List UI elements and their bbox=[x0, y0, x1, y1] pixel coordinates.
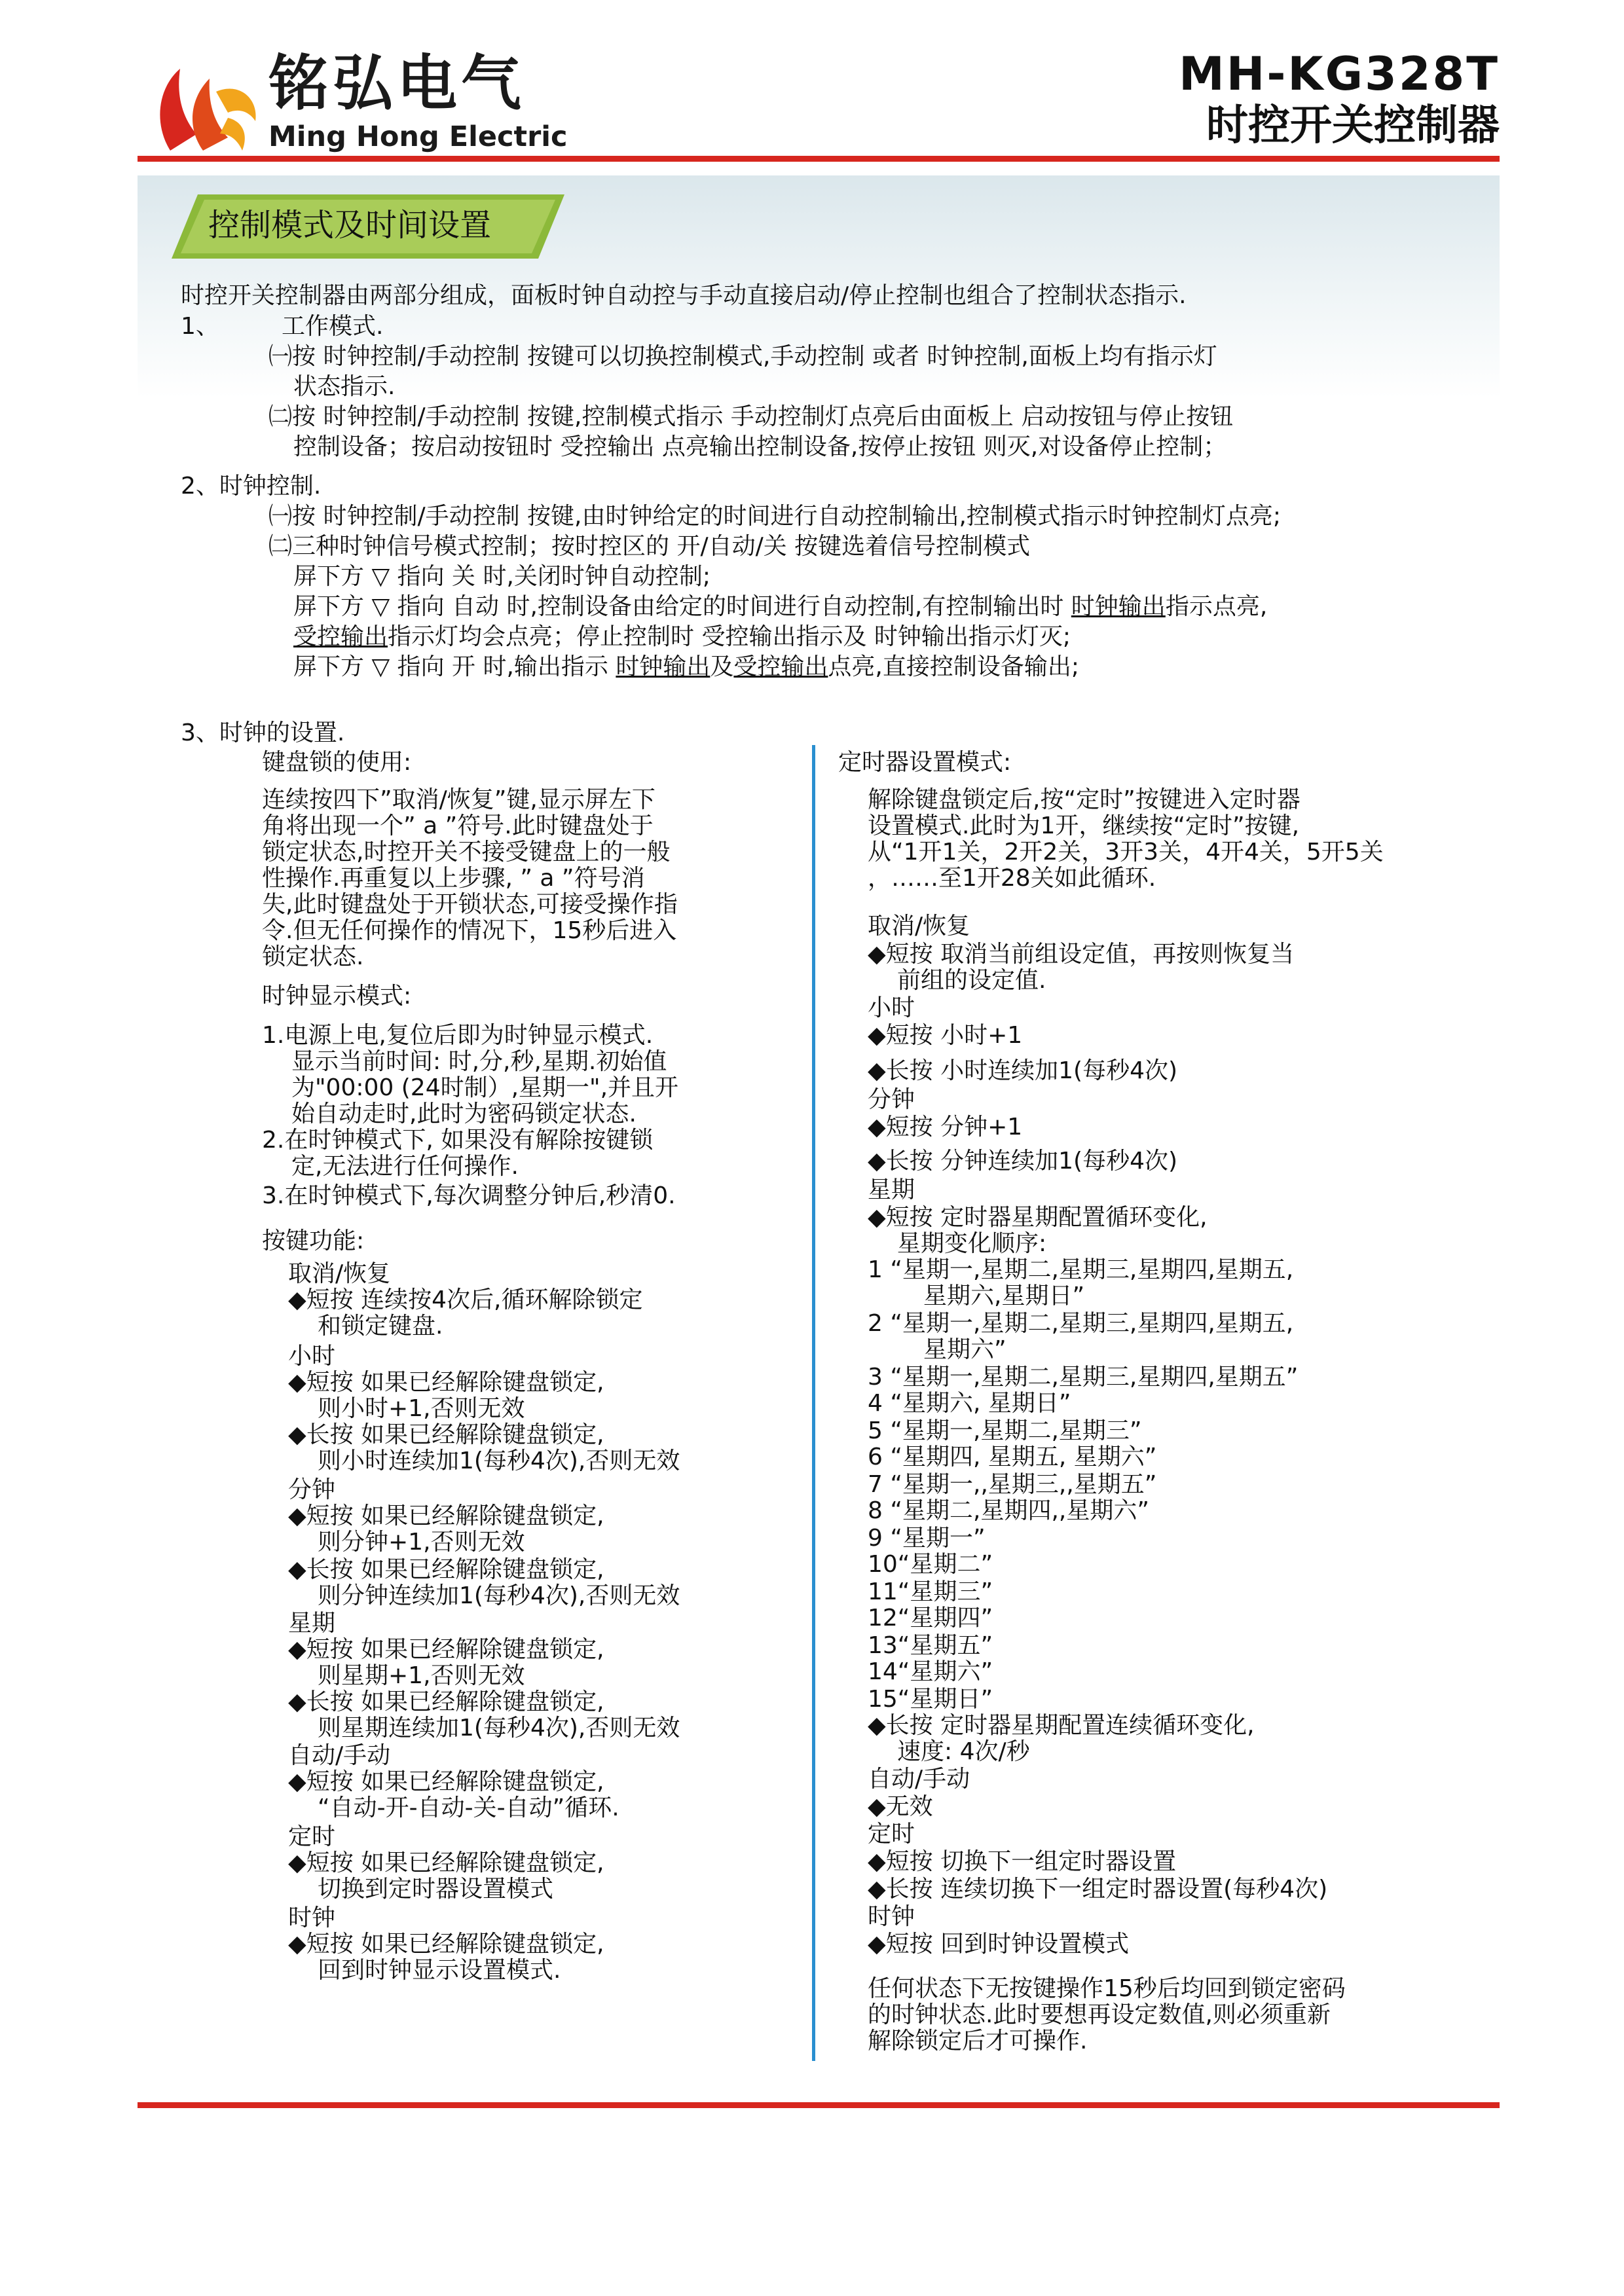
right-line: 分钟 bbox=[868, 1086, 915, 1113]
left-line: 锁定状态. bbox=[262, 943, 364, 970]
header-rule bbox=[138, 156, 1500, 162]
clock-output-label: 时钟输出 bbox=[1071, 593, 1166, 620]
left-line: 则分钟连续加1(每秒4次),否则无效 bbox=[318, 1582, 680, 1609]
right-line: 的时钟状态.此时要想再设定数值,则必须重新 bbox=[868, 2001, 1331, 2028]
left-line: 则星期连续加1(每秒4次),否则无效 bbox=[318, 1715, 680, 1741]
right-line: 11“星期三” bbox=[868, 1578, 993, 1605]
right-line: 定时 bbox=[868, 1821, 915, 1848]
right-line: 8 “星期二,星期四,,星期六” bbox=[868, 1497, 1149, 1524]
right-line: 从“1开1关，2开2关，3开3关，4开4关，5开5关 bbox=[868, 839, 1384, 866]
right-line: ◆短按 小时+1 bbox=[868, 1022, 1023, 1049]
left-line: 按键功能: bbox=[262, 1228, 365, 1254]
left-line: 自动/手动 bbox=[288, 1742, 391, 1769]
left-line: ◆短按 连续按4次后,循环解除锁定 bbox=[288, 1286, 643, 1313]
s2-line-on-mid: 及 bbox=[710, 653, 734, 680]
left-line: “自动-开-自动-关-自动”循环. bbox=[318, 1795, 619, 1821]
left-line: 和锁定键盘. bbox=[318, 1313, 443, 1339]
right-line: 小时 bbox=[868, 994, 915, 1021]
intro-text: 时控开关控制器由两部分组成，面板时钟自动控与手动直接启动/停止控制也组合了控制状态指示. bbox=[181, 282, 1187, 309]
product-name: 时控开关控制器 bbox=[1206, 101, 1500, 150]
right-line: 取消/恢复 bbox=[868, 913, 970, 939]
s1-item-a: ㈠按 时钟控制/手动控制 按键可以切换控制模式,手动控制 或者 时钟控制,面板上均有指示灯 bbox=[268, 343, 1217, 370]
s2-line-on-pre: 屏下方 ▽ 指向 开 时,输出指示 bbox=[293, 653, 616, 680]
s2-line-on-post: 点亮,直接控制设备输出; bbox=[828, 653, 1079, 680]
right-line: ◆短按 分钟+1 bbox=[868, 1114, 1023, 1140]
right-line: 前组的设定值. bbox=[897, 967, 1046, 994]
left-line: 为"00:00 (24时制）,星期一",并且开 bbox=[291, 1074, 679, 1101]
right-line: ◆短按 取消当前组设定值，再按则恢复当 bbox=[868, 941, 1295, 968]
right-line: 1 “星期一,星期二,星期三,星期四,星期五, bbox=[868, 1256, 1294, 1283]
left-line: ◆长按 如果已经解除键盘锁定, bbox=[288, 1688, 604, 1715]
left-line: 则小时连续加1(每秒4次),否则无效 bbox=[318, 1448, 680, 1474]
left-line: 则分钟+1,否则无效 bbox=[318, 1529, 525, 1556]
right-line: 自动/手动 bbox=[868, 1766, 970, 1793]
s2-line-off: 屏下方 ▽ 指向 关 时,关闭时钟自动控制; bbox=[293, 563, 711, 590]
left-line: 性操作.再重复以上步骤, ” a ”符号消 bbox=[262, 865, 645, 892]
s2-title: 2、时钟控制. bbox=[181, 473, 322, 500]
left-line: ◆短按 如果已经解除键盘锁定, bbox=[288, 1369, 604, 1396]
s2-line-auto-post: 指示点亮, bbox=[1165, 593, 1268, 620]
right-line: 2 “星期一,星期二,星期三,星期四,星期五, bbox=[868, 1310, 1294, 1337]
s2-item-b: ㈡三种时钟信号模式控制；按时控区的 开/自动/关 按键选着信号控制模式 bbox=[268, 533, 1031, 560]
s1-item-a-cont: 状态指示. bbox=[293, 373, 396, 400]
left-line: ◆长按 如果已经解除键盘锁定, bbox=[288, 1421, 604, 1448]
s2-line-on bbox=[293, 653, 1079, 682]
left-line: ◆短按 如果已经解除键盘锁定, bbox=[288, 1850, 604, 1876]
right-line: 4 “星期六, 星期日” bbox=[868, 1390, 1071, 1417]
left-line: 星期 bbox=[288, 1610, 336, 1637]
left-line: 失,此时键盘处于开锁状态,可接受操作指 bbox=[262, 891, 678, 918]
s2-item-a: ㈠按 时钟控制/手动控制 按键,由时钟给定的时间进行自动控制输出,控制模式指示时钟控制灯点亮; bbox=[268, 503, 1282, 530]
model-number: MH-KG328T bbox=[1179, 47, 1500, 101]
column-divider bbox=[812, 745, 815, 2061]
section-title: 控制模式及时间设置 bbox=[208, 207, 492, 244]
s1-item-b: ㈡按 时钟控制/手动控制 按键,控制模式指示 手动控制灯点亮后由面板上 启动按钮与停止按钮 bbox=[268, 403, 1234, 430]
brand-name-cn: 铭弘电气 bbox=[268, 48, 526, 118]
right-line: 解除键盘锁定后,按“定时”按键进入定时器 bbox=[868, 786, 1301, 813]
left-line: ◆短按 如果已经解除键盘锁定, bbox=[288, 1636, 604, 1663]
right-line: ◆无效 bbox=[868, 1793, 933, 1820]
ming-hong-logo-icon bbox=[151, 52, 262, 164]
s2-line-auto-pre: 屏下方 ▽ 指向 自动 时,控制设备由给定的时间进行自动控制,有控制输出时 bbox=[293, 593, 1071, 620]
right-line: ◆短按 定时器星期配置循环变化, bbox=[868, 1204, 1208, 1231]
left-line: 定,无法进行任何操作. bbox=[291, 1153, 519, 1180]
s1-number: 1、 bbox=[181, 313, 219, 340]
right-line: 星期六,星期日” bbox=[923, 1283, 1085, 1309]
clock-output-label-2: 时钟输出 bbox=[616, 653, 710, 680]
right-line: ◆长按 分钟连续加1(每秒4次) bbox=[868, 1148, 1178, 1175]
left-line: 则小时+1,否则无效 bbox=[318, 1395, 525, 1422]
left-line: ◆短按 如果已经解除键盘锁定, bbox=[288, 1768, 604, 1795]
right-line: 12“星期四” bbox=[868, 1605, 993, 1631]
right-line: 设置模式.此时为1开，继续按“定时”按键, bbox=[868, 812, 1300, 839]
left-line: ◆短按 如果已经解除键盘锁定, bbox=[288, 1931, 604, 1958]
s1-title: 工作模式. bbox=[282, 313, 384, 340]
left-line: ◆短按 如果已经解除键盘锁定, bbox=[288, 1503, 604, 1529]
right-line: 9 “星期一” bbox=[868, 1525, 986, 1552]
s1-item-b-cont: 控制设备；按启动按钮时 受控输出 点亮输出控制设备,按停止按钮 则灭,对设备停止控制； bbox=[293, 433, 1227, 460]
brand-name-en: Ming Hong Electric bbox=[268, 120, 568, 153]
right-line: 10“星期二” bbox=[868, 1551, 993, 1578]
right-line: ◆长按 小时连续加1(每秒4次) bbox=[868, 1057, 1178, 1084]
right-line: ，……至1开28关如此循环. bbox=[868, 865, 1156, 892]
right-line: 星期 bbox=[868, 1176, 915, 1203]
right-line: 定时器设置模式: bbox=[838, 749, 1012, 776]
right-line: 7 “星期一,,星期三,,星期五” bbox=[868, 1471, 1157, 1498]
right-line: 3 “星期一,星期二,星期三,星期四,星期五” bbox=[868, 1364, 1299, 1391]
right-line: 13“星期五” bbox=[868, 1632, 993, 1659]
right-line: 14“星期六” bbox=[868, 1658, 993, 1685]
left-line: 小时 bbox=[288, 1343, 336, 1370]
s2-line-auto-cont bbox=[293, 623, 1071, 651]
right-line: 星期六” bbox=[923, 1336, 1006, 1363]
left-line: 时钟显示模式: bbox=[262, 983, 412, 1010]
footer-rule bbox=[138, 2102, 1500, 2108]
left-line: 始自动走时,此时为密码锁定状态. bbox=[291, 1101, 637, 1127]
left-line: 则星期+1,否则无效 bbox=[318, 1662, 525, 1689]
right-line: 时钟 bbox=[868, 1903, 915, 1930]
s2-line-auto-cont-post: 指示灯均会点亮；停止控制时 受控输出指示及 时钟输出指示灯灭; bbox=[388, 623, 1071, 650]
right-line: ◆长按 定时器星期配置连续循环变化, bbox=[868, 1712, 1255, 1739]
right-line: 6 “星期四, 星期五, 星期六” bbox=[868, 1444, 1157, 1470]
right-line: ◆长按 连续切换下一组定时器设置(每秒4次) bbox=[868, 1876, 1328, 1903]
left-line: 3.在时钟模式下,每次调整分钟后,秒清0. bbox=[262, 1182, 676, 1209]
left-line: 回到时钟显示设置模式. bbox=[318, 1957, 561, 1984]
right-line: ◆短按 回到时钟设置模式 bbox=[868, 1931, 1130, 1958]
left-line: 令.但无任何操作的情况下，15秒后进入 bbox=[262, 917, 677, 944]
left-line: 锁定状态,时控开关不接受键盘上的一般 bbox=[262, 839, 671, 866]
right-line: 速度: 4次/秒 bbox=[897, 1738, 1030, 1765]
s3-title: 3、时钟的设置. bbox=[181, 720, 345, 746]
left-line: 1.电源上电,复位后即为时钟显示模式. bbox=[262, 1022, 654, 1049]
controlled-output-label-2: 受控输出 bbox=[733, 653, 828, 680]
left-line: 取消/恢复 bbox=[288, 1260, 391, 1287]
left-line: 连续按四下”取消/恢复”键,显示屏左下 bbox=[262, 786, 655, 813]
left-line: 角将出现一个” a ”符号.此时键盘处于 bbox=[262, 812, 654, 839]
left-line: 分钟 bbox=[288, 1476, 336, 1503]
right-line: 解除锁定后才可操作. bbox=[868, 2028, 1088, 2054]
left-line: 定时 bbox=[288, 1823, 336, 1850]
right-line: 5 “星期一,星期二,星期三” bbox=[868, 1417, 1142, 1444]
left-line: 2.在时钟模式下, 如果没有解除按键锁 bbox=[262, 1127, 654, 1154]
left-line: 键盘锁的使用: bbox=[262, 749, 412, 776]
right-line: 星期变化顺序: bbox=[897, 1230, 1047, 1257]
right-line: 任何状态下无按键操作15秒后均回到锁定密码 bbox=[868, 1975, 1346, 2002]
right-line: 15“星期日” bbox=[868, 1686, 993, 1713]
left-line: ◆长按 如果已经解除键盘锁定, bbox=[288, 1556, 604, 1583]
left-line: 显示当前时间: 时,分,秒,星期.初始值 bbox=[291, 1048, 667, 1075]
right-line: ◆短按 切换下一组定时器设置 bbox=[868, 1848, 1177, 1875]
controlled-output-label: 受控输出 bbox=[293, 623, 388, 650]
s2-line-auto bbox=[293, 592, 1267, 621]
left-line: 时钟 bbox=[288, 1904, 336, 1931]
left-line: 切换到定时器设置模式 bbox=[318, 1876, 554, 1903]
